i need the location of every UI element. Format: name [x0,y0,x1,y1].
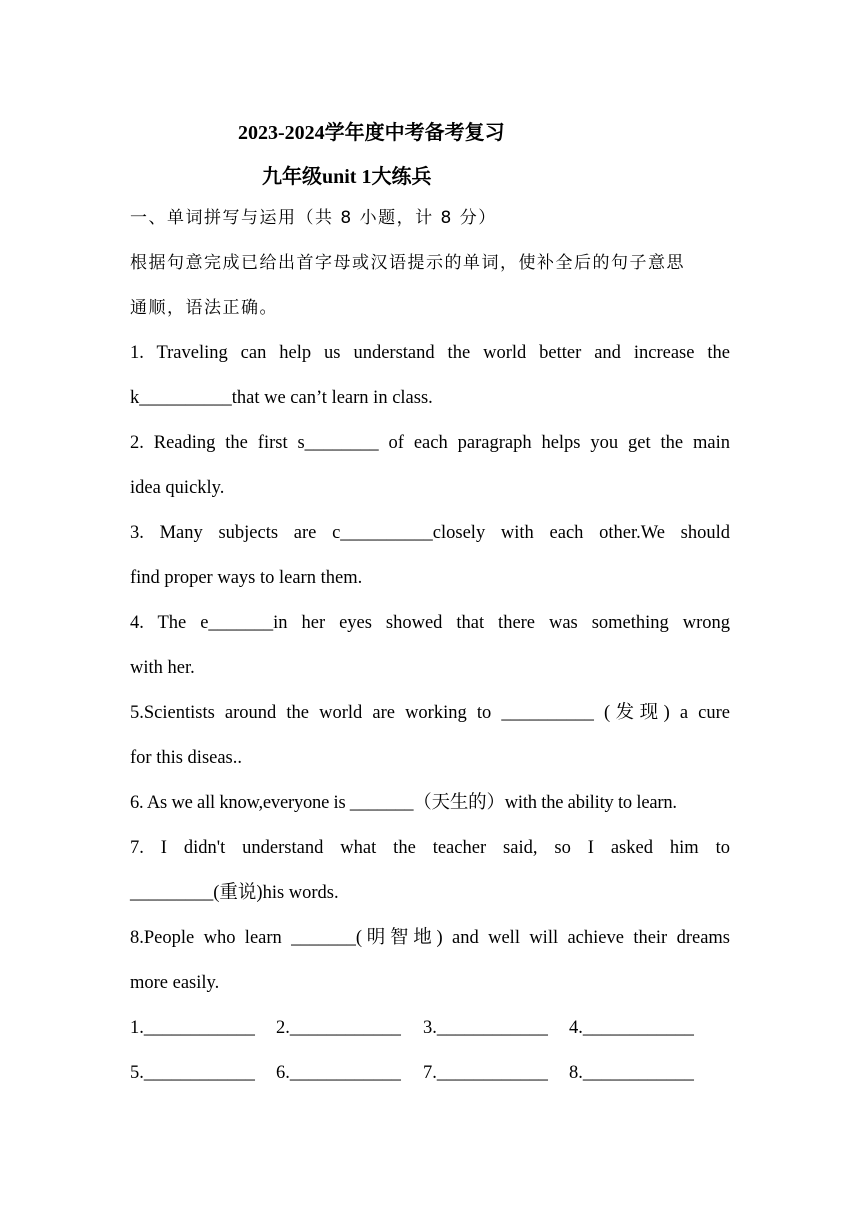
question-7-line-2: _________(重说)his words. [130,883,339,903]
section-header: 一、单词拼写与运用（共 8 小题，计 8 分） [130,208,497,228]
question-8-line-2: more easily. [130,973,220,993]
document-title: 2023-2024学年度中考备考复习 [238,122,505,144]
answer-blank-7[interactable]: 7.____________ [423,1063,548,1083]
question-6: 6. As we all know,everyone is _______（天生的）with the ability to learn. [130,793,677,813]
instruction-line-1: 根据句意完成已给出首字母或汉语提示的单词，使补全后的句子意思 [130,253,685,273]
question-7-line-1: 7. I didn't understand what the teacher said, so I asked him to [130,838,730,858]
answer-blank-3[interactable]: 3.____________ [423,1018,548,1038]
answer-blank-2[interactable]: 2.____________ [276,1018,401,1038]
answer-row-2 [130,1061,730,1085]
question-8-line-1: 8.People who learn _______(明智地) and well will achieve their dreams [130,928,730,948]
document-subtitle: 九年级unit 1大练兵 [262,166,432,188]
question-3-line-2: find proper ways to learn them. [130,568,363,588]
question-4-line-2: with her. [130,658,195,678]
question-2-line-2: idea quickly. [130,478,225,498]
question-3-line-1: 3. Many subjects are c__________closely with each other.We should [130,523,730,543]
question-5-line-1: 5.Scientists around the world are working to __________ (发现) a cure [130,703,730,723]
answer-blank-4[interactable]: 4.____________ [569,1018,694,1038]
question-1-line-2: k__________that we can’t learn in class. [130,388,433,408]
question-1-line-1: 1. Traveling can help us understand the world better and increase the [130,343,730,363]
answer-blank-5[interactable]: 5.____________ [130,1063,255,1083]
answer-row-1 [130,1016,730,1040]
question-5-line-2: for this diseas.. [130,748,243,768]
instruction-line-2: 通顺，语法正确。 [130,298,278,318]
question-4-line-1: 4. The e_______in her eyes showed that there was something wrong [130,613,730,633]
question-2-line-1: 2. Reading the first s________ of each paragraph helps you get the main [130,433,730,453]
answer-blank-6[interactable]: 6.____________ [276,1063,401,1083]
answer-blank-1[interactable]: 1.____________ [130,1018,255,1038]
answer-blank-8[interactable]: 8.____________ [569,1063,694,1083]
